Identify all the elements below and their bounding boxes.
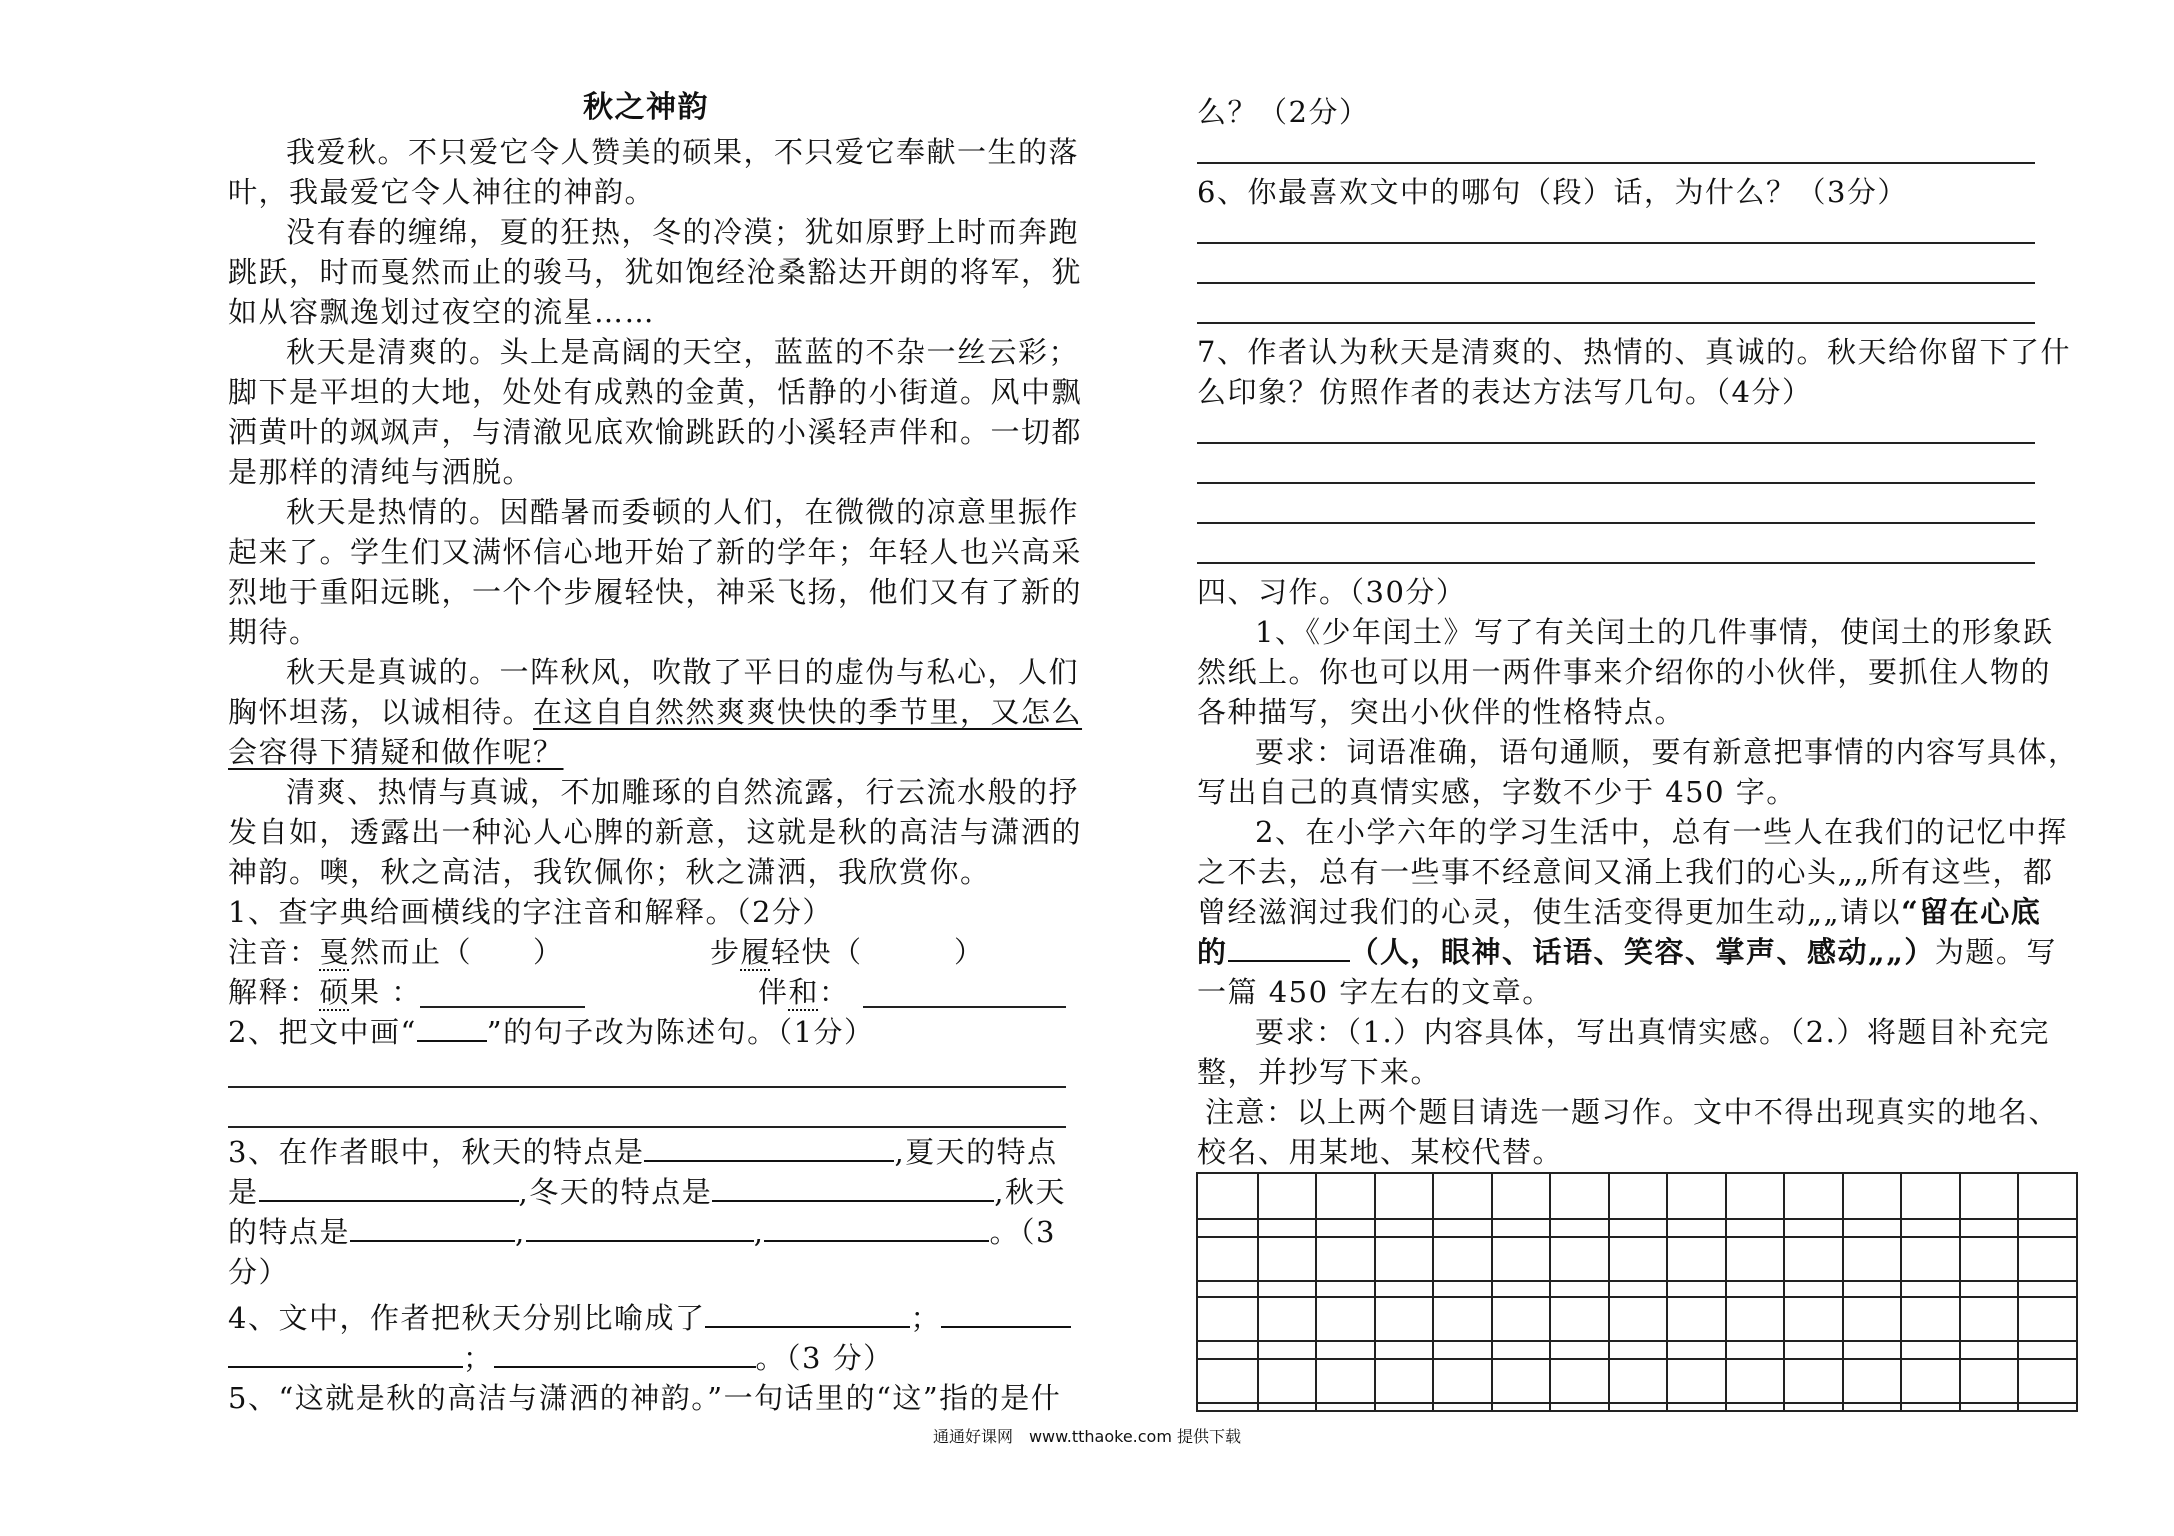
question-1-jieshi-row: [228, 972, 422, 1012]
question-1-zhuyin-row: [228, 932, 564, 972]
essay-title: 秋之神韵: [583, 90, 709, 125]
grid-column-line: [1374, 1174, 1376, 1410]
grid-column-line: [1783, 1174, 1785, 1410]
essay-paragraph-6-line-1: 清爽、热情与真诚，不加雕琢的自然流露，行云流水般的抒: [286, 775, 1080, 809]
requirement-2-line-2: 整，并抄写下来。: [1197, 1055, 1442, 1089]
answer-line-q7-4[interactable]: [1197, 562, 2035, 564]
question-3-part-d: ,冬天的特点是: [518, 1175, 713, 1209]
underlined-sentence-part-2: 会容得下猜疑和做作呢？: [228, 735, 564, 769]
grid-column-line: [1315, 1174, 1317, 1410]
essay-paragraph-3-line-1: 秋天是清爽的。头上是高阔的天空，蓝蓝的不杂一丝云彩；: [286, 335, 1080, 369]
question-4-part-a: 4、文中，作者把秋天分别比喻成了: [228, 1301, 706, 1335]
word-3-rest: 果 ：: [350, 975, 422, 1009]
answer-line-q2-2[interactable]: [228, 1126, 1066, 1128]
composition-title-options: （人，眼神、话语、笑容、掌声、感动„„）: [1349, 935, 1935, 969]
composition-2-line-5: 一篇 450 字左右的文章。: [1197, 975, 1553, 1009]
essay-paragraph-6-line-2: 发自如，透露出一种沁人心脾的新意，这就是秋的高洁与潇洒的: [228, 815, 1083, 849]
answer-blank-shuo[interactable]: [420, 1006, 585, 1008]
requirement-1-line-2: 写出自己的真情实感，字数不少于 450 字。: [1197, 775, 1797, 809]
question-4-line-2: [228, 1338, 894, 1378]
question-3-comma-2: ,: [753, 1215, 765, 1249]
answer-line-q6-1[interactable]: [1197, 242, 2035, 244]
question-3-part-c: 是: [228, 1175, 259, 1209]
footer-source: 通通好课网 www.tthaoke.com 提供下载: [932, 1427, 1242, 1446]
essay-paragraph-2-line-3: 如从容飘逸划过夜空的流星……: [228, 295, 656, 329]
grid-column-line: [1900, 1174, 1902, 1410]
composition-1-line-1: 1、《少年闰土》写了有关闰土的几件事情，使闰土的形象跃: [1255, 615, 2054, 649]
composition-2-line-4: [1197, 932, 2057, 972]
grid-column-line: [1257, 1174, 1259, 1410]
answer-blank-metaphor-2b[interactable]: [228, 1340, 463, 1368]
composition-1-line-2: 然纸上。你也可以用一两件事来介绍你的小伙伴，要抓住人物的: [1197, 655, 2052, 689]
question-1: 1、查字典给画横线的字注音和解释。（2分）: [228, 895, 833, 929]
answer-line-q6-2[interactable]: [1197, 282, 2035, 284]
essay-paragraph-5-line-1: 秋天是真诚的。一阵秋风，吹散了平日的虚伪与私心，人们: [286, 655, 1080, 689]
grid-row-line: [1198, 1296, 2076, 1298]
essay-paragraph-3-line-2: 脚下是平坦的大地，处处有成熟的金黄，恬静的小街道。风中飘: [228, 375, 1083, 409]
paragraph-5-plain-text: 胸怀坦荡，以诚相待。: [228, 695, 534, 729]
question-3-part-b: ,夏天的特点: [894, 1135, 1058, 1169]
essay-paragraph-3-line-3: 洒黄叶的飒飒声，与清澈见底欢愉跳跃的小溪轻声伴和。一切都: [228, 415, 1083, 449]
question-2: [228, 1012, 875, 1052]
question-7-line-2: 么印象？仿照作者的表达方法写几句。（4分）: [1197, 375, 1813, 409]
question-3-line-4: 分）: [228, 1255, 290, 1289]
answer-blank-winter-trait[interactable]: [712, 1174, 994, 1202]
question-3-line-3: [228, 1212, 1056, 1252]
word-2-prefix: 步: [710, 935, 741, 969]
essay-paragraph-5-line-3: [228, 732, 564, 772]
question-2-part-b: ”的句子改为陈述句。（1分）: [486, 1015, 875, 1049]
grid-row-line: [1198, 1280, 2076, 1282]
essay-paragraph-2-line-1: 没有春的缠绵，夏的狂热，冬的冷漠；犹如原野上时而奔跑: [286, 215, 1080, 249]
essay-paragraph-6-line-3: 神韵。噢，秋之高洁，我钦佩你；秋之潇洒，我欣赏你。: [228, 855, 991, 889]
answer-blank-summer-trait[interactable]: [259, 1174, 519, 1202]
question-3-comma-1: ,: [515, 1215, 526, 1249]
grid-column-line: [1491, 1174, 1493, 1410]
jieshi-label: 解释：: [228, 975, 320, 1009]
word-4-prefix: 伴: [758, 975, 789, 1009]
composition-2-title-suffix: 为题。写: [1934, 935, 2057, 969]
answer-blank-autumn-3[interactable]: [764, 1214, 989, 1242]
grid-column-line: [1959, 1174, 1961, 1410]
grid-column-line: [2017, 1174, 2019, 1410]
zhuyin-label: 注音：: [228, 935, 320, 969]
question-1-zhuyin-word-2: [710, 932, 985, 972]
word-2-rest: 轻快（ ）: [771, 935, 985, 969]
grid-row-line: [1198, 1236, 2076, 1238]
grid-column-line: [1666, 1174, 1668, 1410]
question-3-part-f: 的特点是: [228, 1215, 351, 1249]
grid-column-line: [1842, 1174, 1844, 1410]
question-3-part-e: ,秋天: [994, 1175, 1066, 1209]
grid-column-line: [1549, 1174, 1551, 1410]
title-fill-blank[interactable]: [1228, 934, 1350, 962]
note-line-2: 校名、用某地、某校代替。: [1197, 1135, 1564, 1169]
answer-blank-autumn-trait[interactable]: [644, 1134, 894, 1162]
requirement-1-line-1: 要求：词语准确，语句通顺，要有新意把事情的内容写具体，: [1255, 735, 2079, 769]
essay-paragraph-4-line-3: 烈地于重阳远眺，一个个步履轻快，神采飞扬，他们又有了新的: [228, 575, 1083, 609]
writing-grid[interactable]: [1196, 1172, 2078, 1412]
question-3-line-1: [228, 1132, 1058, 1172]
underline-sample-blank: [417, 1014, 487, 1042]
essay-paragraph-1-line-1: 我爱秋。不只爱它令人赞美的硕果，不只爱它奉献一生的落: [286, 135, 1080, 169]
dotted-char-lv: 履: [740, 935, 772, 969]
essay-paragraph-4-line-1: 秋天是热情的。因酷暑而委顿的人们，在微微的凉意里振作: [286, 495, 1080, 529]
question-7-line-1: 7、作者认为秋天是清爽的、热情的、真诚的。秋天给你留下了什: [1197, 335, 2071, 369]
essay-paragraph-4-line-4: 期待。: [228, 615, 320, 649]
composition-2-line-1: 2、在小学六年的学习生活中，总有一些人在我们的记忆中挥: [1255, 815, 2068, 849]
requirement-2-line-1: 要求：（1.）内容具体，写出真情实感。（2.）将题目补充完: [1255, 1015, 2050, 1049]
question-2-part-a: 2、把文中画“: [228, 1015, 417, 1049]
grid-column-line: [1725, 1174, 1727, 1410]
essay-paragraph-1-line-2: 叶，我最爱它令人神往的神韵。: [228, 175, 656, 209]
composition-title-part-1: “留在心底: [1901, 895, 2042, 929]
grid-column-line: [1432, 1174, 1434, 1410]
answer-blank-autumn-1[interactable]: [350, 1214, 515, 1242]
answer-line-q7-2[interactable]: [1197, 482, 2035, 484]
answer-line-q7-1[interactable]: [1197, 442, 2035, 444]
question-4-line-1: [228, 1298, 1071, 1338]
essay-paragraph-2-line-2: 跳跃，时而戛然而止的骏马，犹如饱经沧桑豁达开朗的将军，犹: [228, 255, 1083, 289]
question-6: 6、你最喜欢文中的哪句（段）话，为什么？（3分）: [1197, 175, 1908, 209]
dotted-char-jia: 戛: [319, 935, 351, 969]
answer-blank-he[interactable]: [863, 1006, 1066, 1008]
composition-1-line-3: 各种描写，突出小伙伴的性格特点。: [1197, 695, 1686, 729]
essay-paragraph-4-line-2: 起来了。学生们又满怀信心地开始了新的学年；年轻人也兴高采: [228, 535, 1083, 569]
answer-blank-autumn-2[interactable]: [526, 1214, 754, 1242]
question-3-part-g: 。（3: [989, 1215, 1056, 1249]
question-4-semicolon-2: ；: [463, 1341, 494, 1375]
question-4-semicolon-1: ；: [910, 1301, 941, 1335]
essay-paragraph-5-line-2: [228, 692, 1082, 732]
dotted-char-he: 和: [788, 975, 820, 1009]
question-4-end: 。（3 分）: [755, 1341, 894, 1375]
word-4-rest: ：: [819, 975, 850, 1009]
answer-blank-metaphor-1[interactable]: [705, 1300, 910, 1328]
grid-row-line: [1198, 1218, 2076, 1220]
grid-row-line: [1198, 1340, 2076, 1342]
note-line-1: 注意：以上两个题目请选一题习作。文中不得出现真实的地名、: [1205, 1095, 2060, 1129]
word-1-rest: 然而止（ ）: [350, 935, 564, 969]
answer-line-q7-3[interactable]: [1197, 522, 2035, 524]
question-1-jieshi-word-4: [758, 972, 850, 1012]
answer-blank-metaphor-2a[interactable]: [941, 1300, 1071, 1328]
underlined-sentence-part-1: 在这自自然然爽爽快快的季节里，又怎么: [533, 695, 1083, 729]
composition-2-line-2: 之不去，总有一些事不经意间又涌上我们的心头„„所有这些，都: [1197, 855, 2054, 889]
essay-paragraph-3-line-4: 是那样的清纯与洒脱。: [228, 455, 534, 489]
composition-title-part-2: 的: [1197, 935, 1228, 969]
answer-line-q2-1[interactable]: [228, 1086, 1066, 1088]
question-5-line-1: 5、“这就是秋的高洁与潇洒的神韵。”一句话里的“这”指的是什: [228, 1381, 1062, 1415]
answer-blank-metaphor-3[interactable]: [494, 1340, 756, 1368]
grid-column-line: [1608, 1174, 1610, 1410]
answer-line-q6-3[interactable]: [1197, 322, 2035, 324]
composition-2-line-3: [1197, 892, 2041, 932]
dotted-char-shuo: 硕: [319, 975, 351, 1009]
grid-row-line: [1198, 1402, 2076, 1404]
question-3-line-2: [228, 1172, 1066, 1212]
question-3-part-a: 3、在作者眼中，秋天的特点是: [228, 1135, 645, 1169]
section-4-heading: 四、习作。（30分）: [1197, 575, 1467, 609]
grid-row-line: [1198, 1358, 2076, 1360]
composition-2-plain-text: 曾经滋润过我们的心灵，使生活变得更加生动„„请以: [1197, 895, 1902, 929]
answer-line-q5[interactable]: [1197, 162, 2035, 164]
question-5-line-2: 么？（2分）: [1197, 95, 1370, 129]
